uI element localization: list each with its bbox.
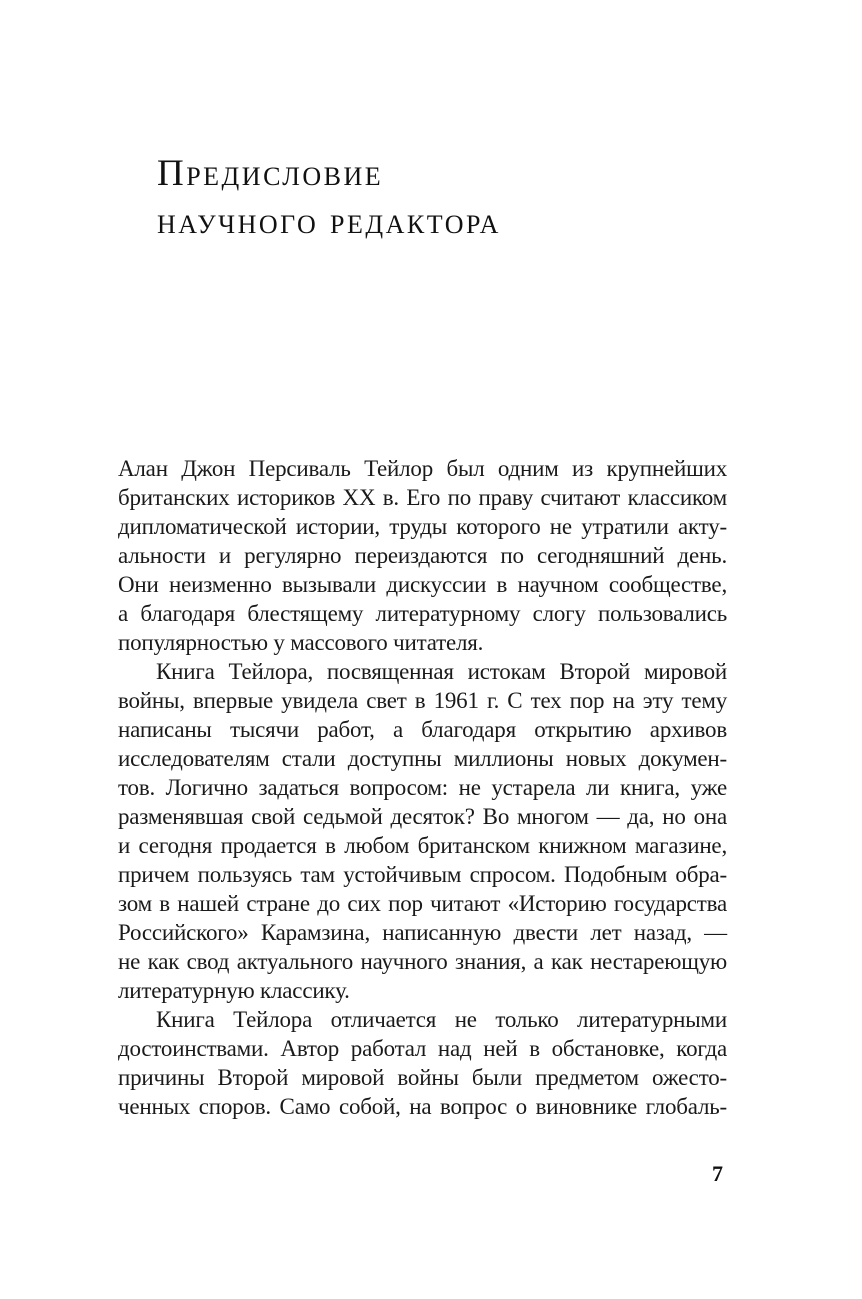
text-line: литературную классику. [118, 978, 350, 1003]
text-line: причины Второй мировой войны были предметом ожесто- [118, 1065, 727, 1090]
text-line: а благодаря блестящему литературному слогу пользовались [118, 601, 727, 626]
text-line: войны, впервые увидела свет в 1961 г. С тех пор на эту тему [118, 688, 727, 713]
text-line: Книга Тейлора отличается не только литературными [156, 1007, 727, 1032]
page-number: 7 [712, 1161, 723, 1186]
text-line: разменявшая свой седьмой десяток? Во многом — да, но она [118, 804, 727, 829]
chapter-title [157, 150, 501, 246]
text-line: популярностью у массового читателя. [118, 630, 484, 655]
chapter-title-line-2: научного редактора [157, 201, 501, 242]
text-line: ченных споров. Само собой, на вопрос о виновнике глобаль- [118, 1094, 727, 1119]
text-line: исследователям стали доступны миллионы новых докумен- [118, 746, 727, 771]
text-line: причем пользуясь там устойчивым спросом. Подобным обра- [118, 862, 727, 887]
text-line: Они неизменно вызывали дискуссии в научном сообществе, [118, 572, 727, 597]
body-text [118, 454, 727, 1121]
text-line: Российского» Карамзина, написанную двести лет назад, — [118, 920, 727, 945]
text-line: тов. Логично задаться вопросом: не устарела ли книга, уже [118, 775, 727, 800]
text-line: написаны тысячи работ, а благодаря открытию архивов [118, 717, 727, 742]
text-line: дипломатической истории, труды которого не утратили акту- [118, 514, 727, 539]
text-line: Книга Тейлора, посвященная истокам Второй мировой [156, 659, 727, 684]
text-line: зом в нашей стране до сих пор читают «Историю государства [118, 891, 727, 916]
text-line: Алан Джон Персиваль Тейлор был одним из крупнейших [118, 456, 727, 481]
text-line: альности и регулярно переиздаются по сегодняшний день. [118, 543, 727, 568]
text-line: достоинствами. Автор работал над ней в обстановке, когда [118, 1036, 727, 1061]
chapter-title-line-1: Предисловие [157, 153, 384, 194]
text-line: не как свод актуального научного знания, а как нестареющую [118, 949, 727, 974]
text-line: и сегодня продается в любом британском книжном магазине, [118, 833, 727, 858]
text-line: британских историков XX в. Его по праву считают классиком [118, 485, 727, 510]
